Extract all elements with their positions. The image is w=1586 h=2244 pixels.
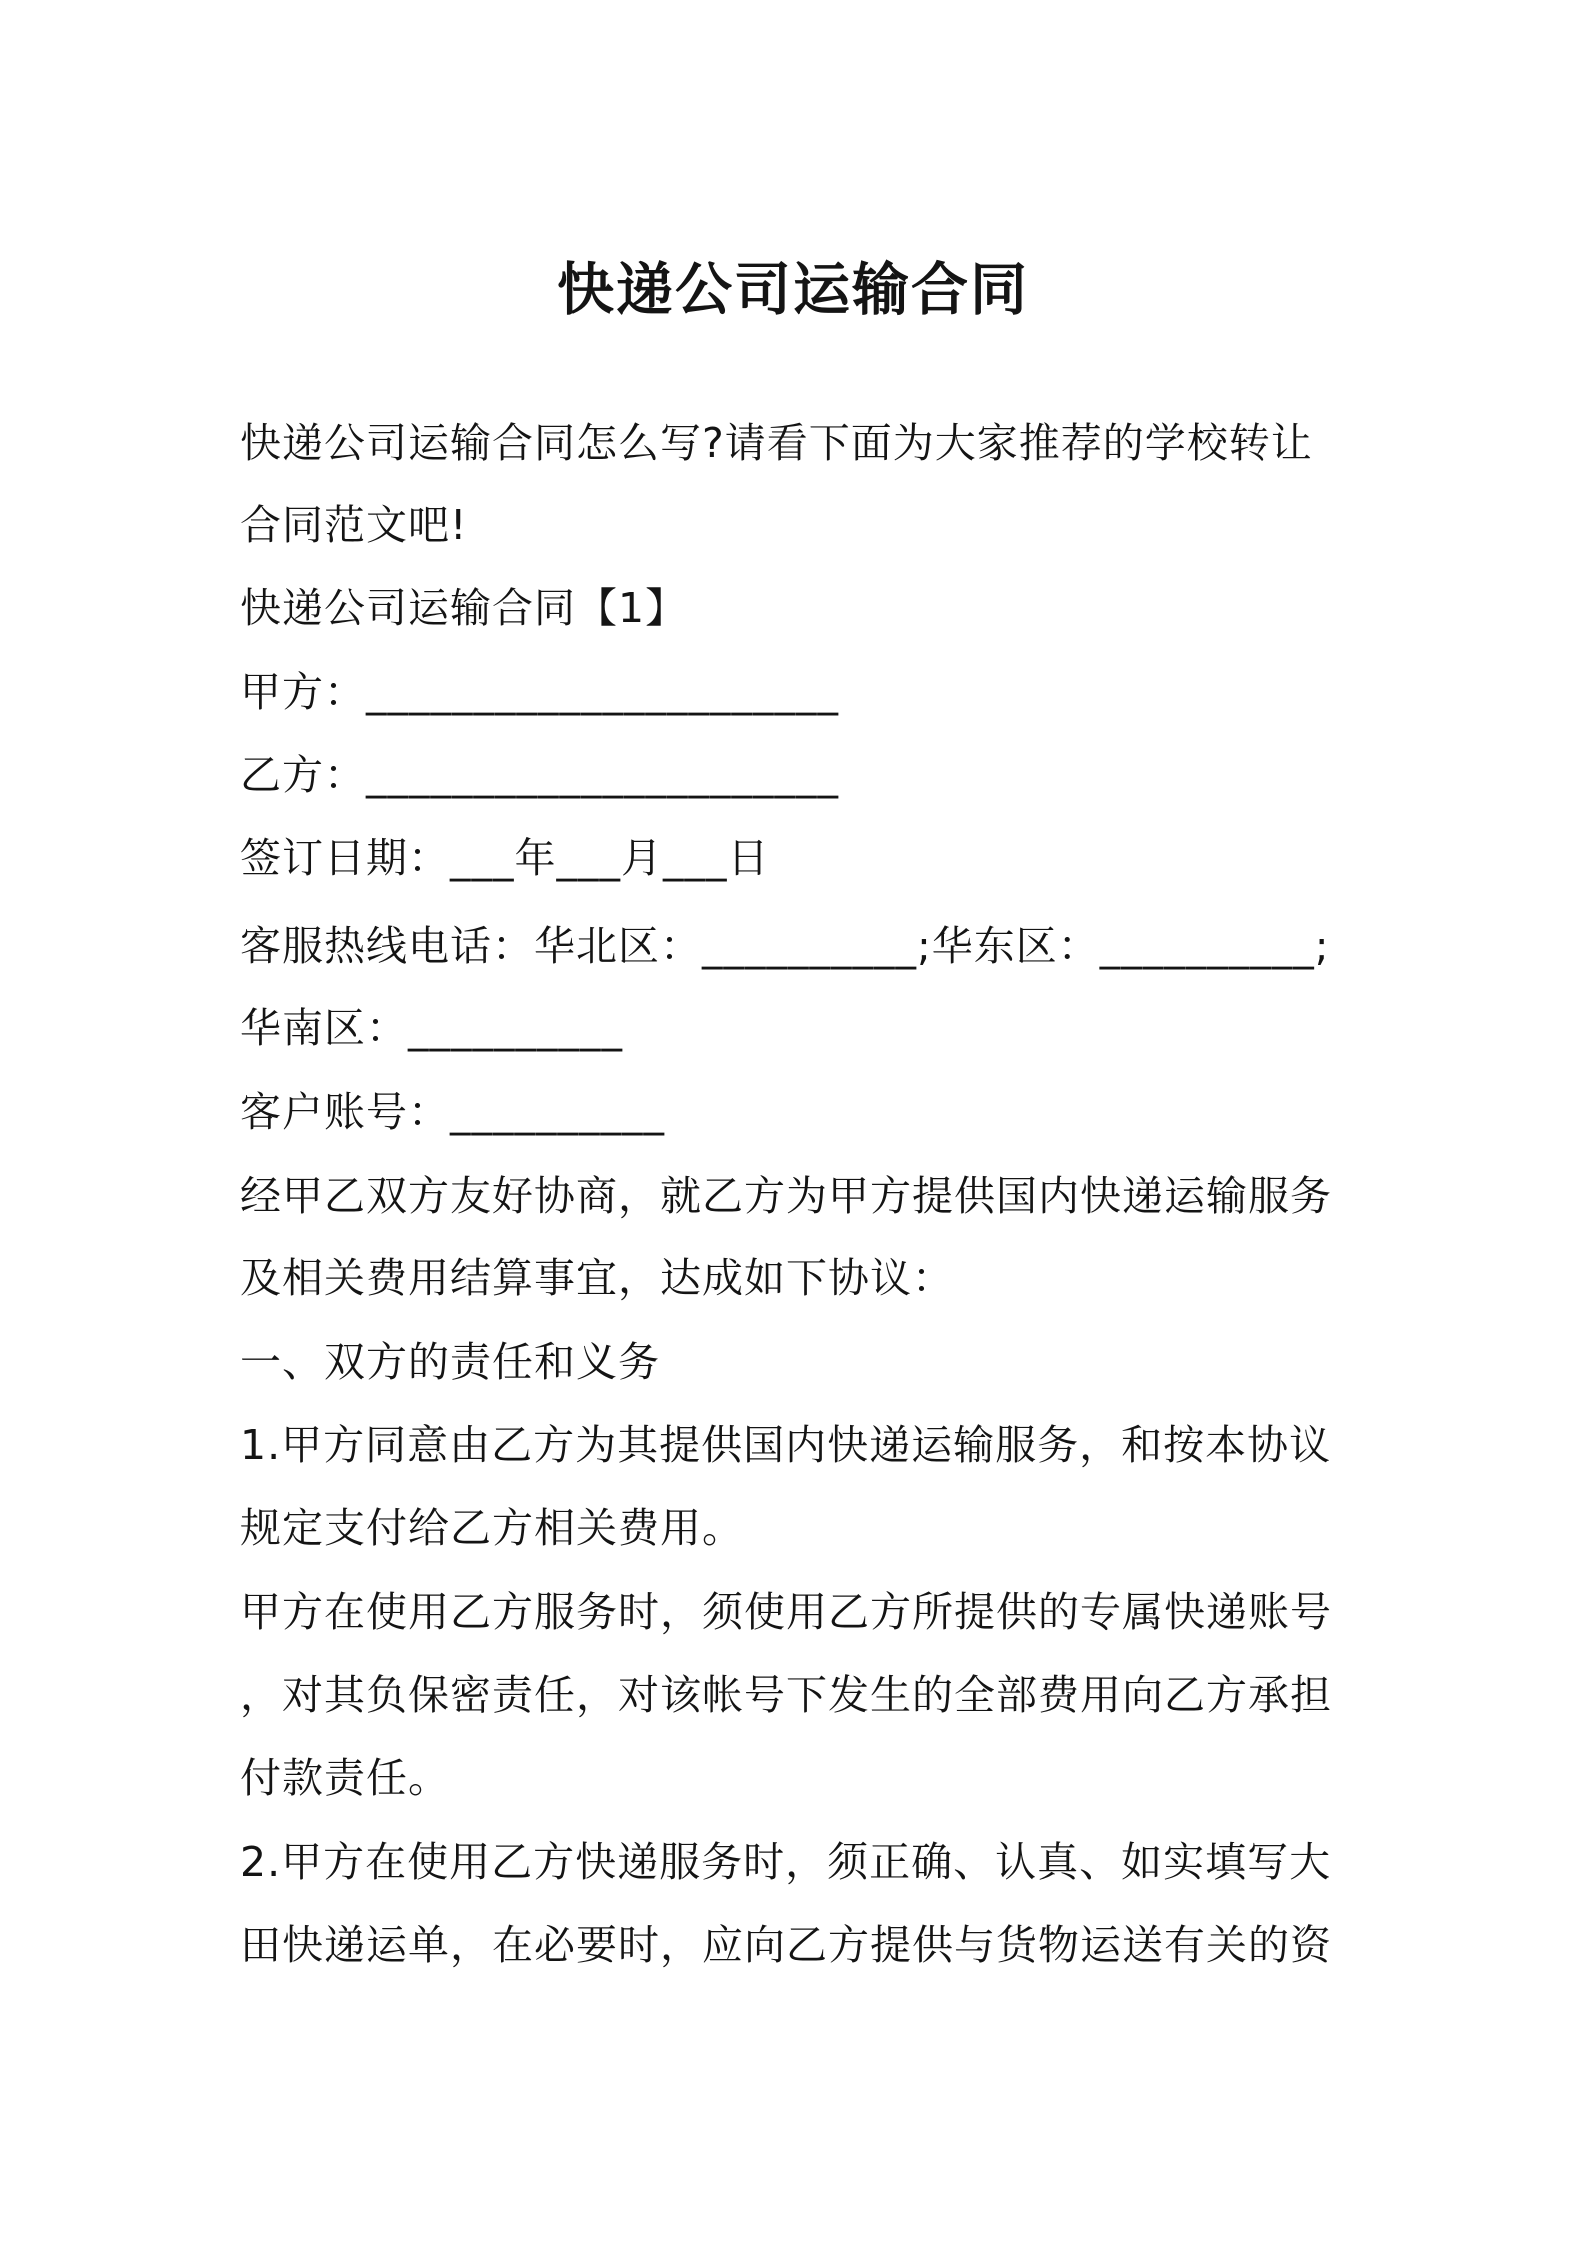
text-line: 规定支付给乙方相关费用。 [240,1504,744,1552]
text-line: 快递公司运输合同怎么写?请看下面为大家推荐的学校转让 [240,419,1313,467]
account-field: 客户账号：__________ [240,1088,665,1136]
document-title: 快递公司运输合同 [557,257,1029,323]
hotline-south-field: 华南区：__________ [240,1004,623,1052]
text-line: 2.甲方在使用乙方快递服务时，须正确、认真、如实填写大 [240,1838,1332,1886]
text-line: 1.甲方同意由乙方为其提供国内快递运输服务，和按本协议 [240,1421,1332,1469]
party-a-field: 甲方：______________________ [240,668,839,716]
text-line: 快递公司运输合同【1】 [240,584,688,632]
text-line: 甲方在使用乙方服务时，须使用乙方所提供的专属快递账号 [240,1588,1332,1636]
section-heading: 一、双方的责任和义务 [240,1338,660,1386]
text-line: ，对其负保密责任，对该帐号下发生的全部费用向乙方承担 [240,1671,1332,1719]
text-line: 付款责任。 [240,1754,450,1802]
hotline-field: 客服热线电话：华北区：__________;华东区：__________; [240,922,1330,970]
text-line: 及相关费用结算事宜，达成如下协议： [240,1254,954,1302]
party-b-field: 乙方：______________________ [240,751,839,799]
sign-date-field: 签订日期：___年___月___日 [240,834,770,882]
text-line: 田快递运单，在必要时，应向乙方提供与货物运送有关的资 [240,1921,1332,1969]
text-line: 经甲乙双方友好协商，就乙方为甲方提供国内快递运输服务 [240,1172,1332,1220]
text-line: 合同范文吧! [240,501,468,549]
